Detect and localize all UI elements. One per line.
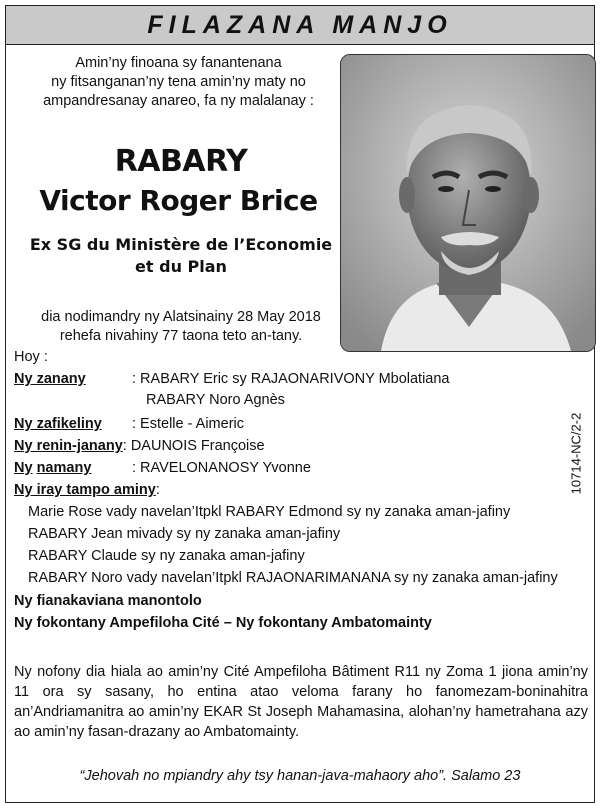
grandchildren-value: : Estelle - Aimeric [132,416,244,432]
grandchildren-entry [14,416,574,436]
title-line: Ex SG du Ministère de l’Economie [29,235,333,254]
notice-header [6,6,594,45]
funeral-paragraph: Ny nofony dia hiala ao amin’ny Cité Ampefiloha Bâtiment R11 ny Zoma 1 jiona amin’ny 11 ora sy sasany, ho entina atao veloma farany ho fanomezam-boninahitra an’Andriamanitra ao amin’ny EKAR St Joseph Mahamasina, alohan’ny hametrahana azy ao amin’ny fasan-drazany ao Ambatomainty. [14,664,588,740]
relatives-entry [14,438,574,458]
extended-family: Ny fianakaviana manontolo [14,593,202,609]
spouse-entry [14,460,574,480]
sibling-item: RABARY Claude sy ny zanaka aman-jafiny [28,548,305,564]
deceased-surname: RABARY [114,144,248,179]
children-entry [14,371,574,411]
spouse-label-b: namany [36,460,92,476]
death-date-line: dia nodimandry ny Alatsinainy 28 May 2018 [41,309,321,325]
intro-line: ampandresanay anareo, fa ny malalanay : [43,93,314,109]
spouse-label-a: Ny [14,460,33,476]
sibling-item: Marie Rose vady navelan’Itpkl RABARY Edmond sy ny zanaka aman-jafiny [28,504,511,520]
notice-title: FILAZANA MANJO [147,10,453,39]
intro-line: Amin’ny finoana sy fanantenana [75,55,282,71]
deceased-given-names: Victor Roger Brice [39,184,318,217]
deceased-title [21,234,341,278]
death-age-line: rehefa nivahiny 77 taona teto an-tany. [59,328,303,344]
hoy-label: Hoy : [14,349,48,365]
siblings-label: Ny iray tampo aminy [14,482,156,498]
relatives-label: Ny renin-janany [14,438,123,454]
siblings-colon: : [155,482,160,498]
sibling-item: RABARY Noro vady navelan’Itpkl RAJAONARIMANANA sy ny zanaka aman-jafiny [28,570,558,586]
fokontany-line: Ny fokontany Ampefiloha Cité – Ny fokontany Ambatomainty [14,615,432,631]
intro-line: ny fitsanganan’ny tena amin’ny maty no [51,74,306,90]
reference-code [566,401,584,511]
spouse-value: : RAVELONANOSY Yvonne [132,460,311,476]
children-label: Ny zanany [14,371,86,387]
children-value-2: RABARY Noro Agnès [146,392,285,408]
relatives-value: : DAUNOIS Françoise [122,438,265,454]
portrait-photo [340,54,596,352]
siblings-entry [14,482,574,502]
bible-quote: “Jehovah no mpiandry ahy tsy hanan-java-mahaory aho”. Salamo 23 [79,768,521,784]
obituary-notice [5,5,595,803]
sibling-item: RABARY Jean mivady sy ny zanaka aman-jafiny [28,526,341,542]
children-value: : RABARY Eric sy RAJAONARIVONY Mbolatiana [132,371,450,387]
intro-text [36,54,321,111]
death-details [31,308,331,346]
title-line: et du Plan [135,257,227,276]
reference-code-text: 10714-NC/2-2 [568,412,584,495]
grandchildren-label: Ny zafikeliny [14,416,102,432]
